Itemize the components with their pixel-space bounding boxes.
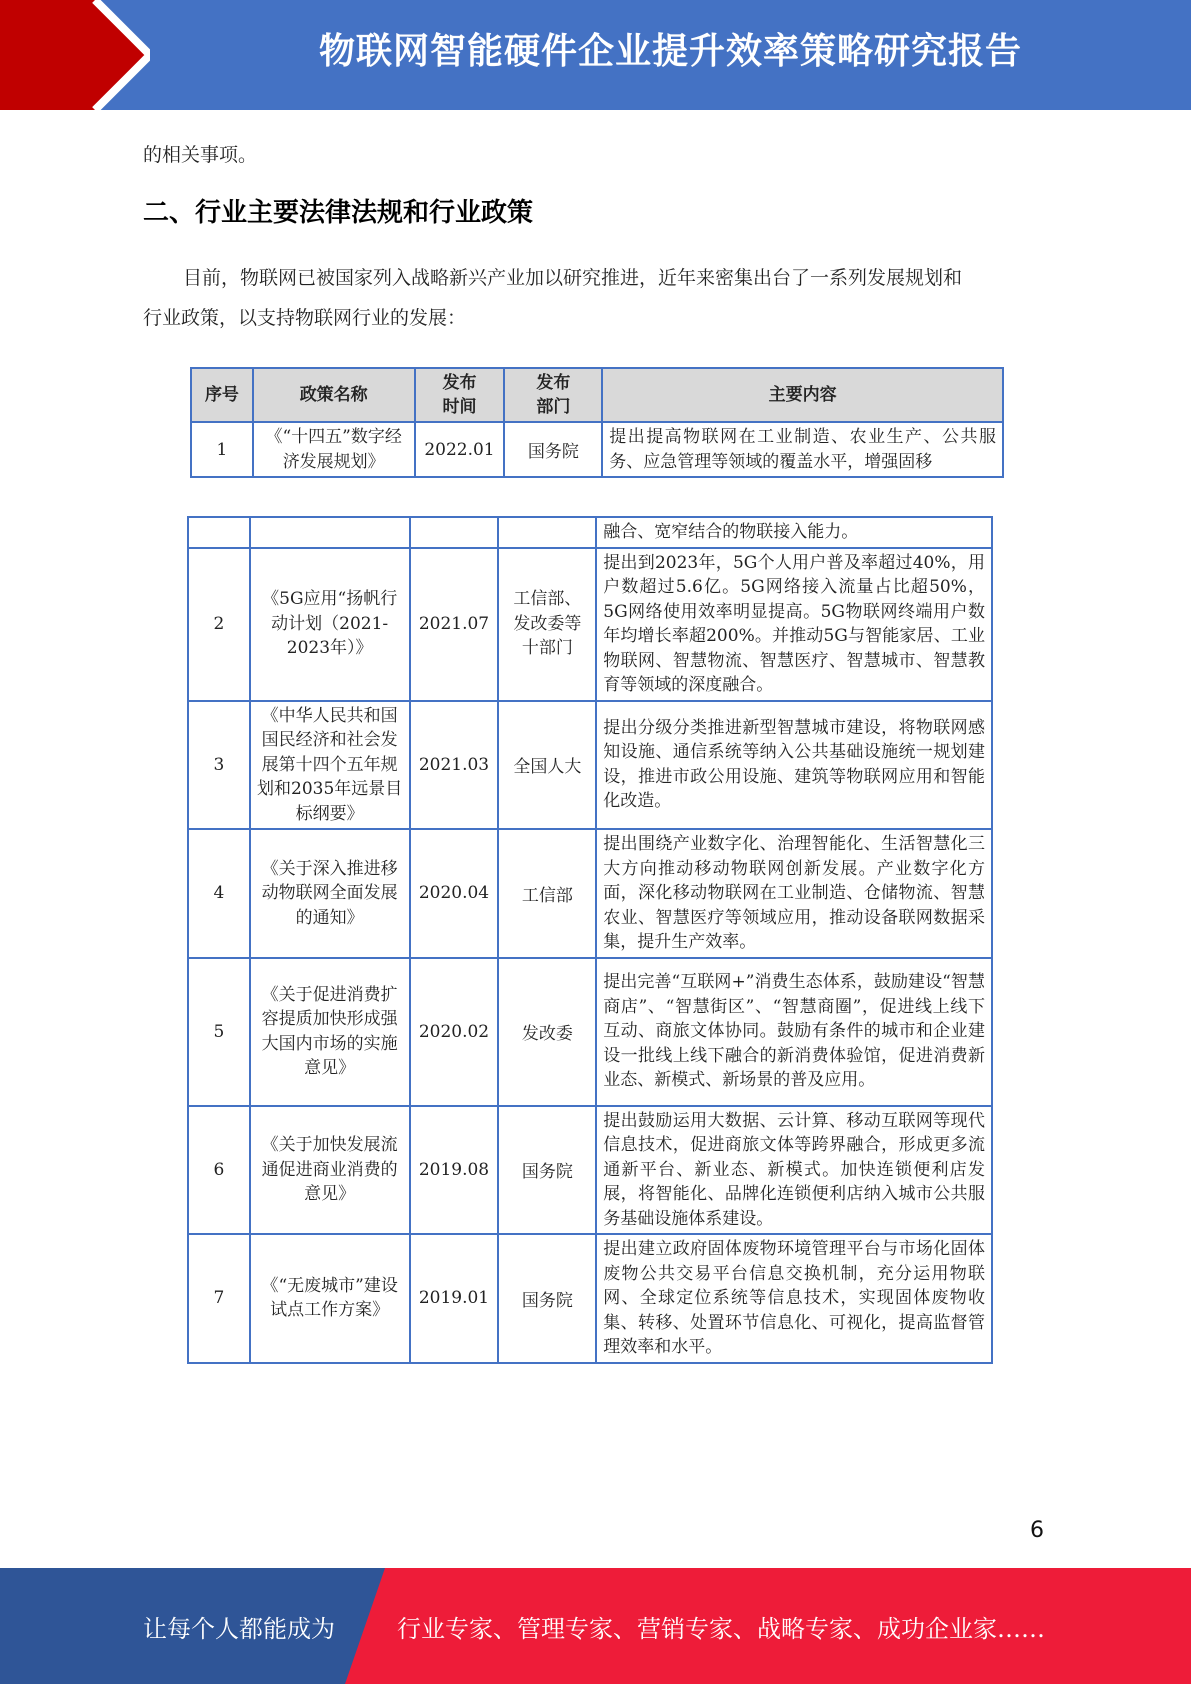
row-no: 6 [188,1106,250,1235]
row-no: 2 [188,548,250,701]
table-row [188,701,992,830]
row-name: 《关于促进消费扩容提质加快形成强大国内市场的实施意见》 [250,958,410,1106]
row-date: 2019.01 [410,1234,499,1363]
row-dept: 国务院 [498,1234,596,1363]
row-content: 提出建立政府固体废物环境管理平台与市场化固体废物公共交易平台信息交换机制，充分运用物联网、全球定位系统等信息技术，实现固体废物收集、转移、处置环节信息化、可视化，提高监督管理效率和水平。 [596,1234,992,1363]
row-name: 《5G应用“扬帆行动计划（2021-2023年）》 [250,548,410,701]
row-no: 4 [188,829,250,958]
header-name: 政策名称 [253,368,415,422]
page-header [0,0,1191,110]
row-dept: 国务院 [498,1106,596,1235]
row-content: 提出完善“互联网+”消费生态体系，鼓励建设“智慧商店”、“智慧街区”、“智慧商圈”，促进线上线下互动、商旅文体协同。鼓励有条件的城市和企业建设一批线上线下融合的新消费体验馆，促进消费新业态、新模式、新场景的普及应用。 [596,958,992,1106]
row-content: 提出分级分类推进新型智慧城市建设，将物联网感知设施、通信系统等纳入公共基础设施统一规划建设，推进市政公用设施、建筑等物联网应用和智能化改造。 [596,701,992,830]
page-footer [0,1568,1191,1684]
page-number: 6 [1030,1518,1044,1543]
intro-paragraph [143,258,1055,338]
header-no: 序号 [191,368,253,422]
row-no: 1 [191,422,253,477]
row-date: 2019.08 [410,1106,499,1235]
row-name: 《关于深入推进移动物联网全面发展的通知》 [250,829,410,958]
row-date: 2020.04 [410,829,499,958]
row-dept: 工信部 [498,829,596,958]
header-date: 发布 时间 [415,368,505,422]
row-no: 7 [188,1234,250,1363]
row-dept: 国务院 [504,422,602,477]
table-row [188,517,992,548]
row-date: 2022.01 [415,422,505,477]
row-dept: 工信部、发改委等十部门 [498,548,596,701]
footer-slogan-left: 让每个人都能成为 [143,1615,335,1643]
row-content: 提出鼓励运用大数据、云计算、移动互联网等现代信息技术，促进商旅文体等跨界融合，形成更多流通新平台、新业态、新模式。加快连锁便利店发展，将智能化、品牌化连锁便利店纳入城市公共服务基础设施体系建设。 [596,1106,992,1235]
header-red-chevron [0,0,150,110]
empty-cell [188,517,250,548]
intro-paragraph-line-2: 行业政策，以支持物联网行业的发展： [143,307,467,329]
row-content: 融合、宽窄结合的物联接入能力。 [596,517,992,548]
leading-line: 的相关事项。 [143,144,258,166]
table-row [191,422,1003,477]
table-row [188,1234,992,1363]
intro-paragraph-line-1: 目前，物联网已被国家列入战略新兴产业加以研究推进，近年来密集出台了一系列发展规划和 [183,267,963,289]
table-header-row [191,368,1003,422]
row-content: 提出提高物联网在工业制造、农业生产、公共服务、应急管理等领域的覆盖水平，增强固移 [602,422,1003,477]
table-row [188,548,992,701]
policy-table-part-1 [190,367,1004,478]
row-dept: 发改委 [498,958,596,1106]
policy-table-part-2 [187,516,993,1364]
row-date: 2020.02 [410,958,499,1106]
row-date: 2021.07 [410,548,499,701]
empty-cell [250,517,410,548]
table-row [188,958,992,1106]
header-dept: 发布 部门 [504,368,602,422]
empty-cell [498,517,596,548]
row-name: 《关于加快发展流通促进商业消费的意见》 [250,1106,410,1235]
header-content: 主要内容 [602,368,1003,422]
table-row [188,829,992,958]
row-content: 提出到2023年，5G个人用户普及率超过40%，用户数超过5.6亿。5G网络接入流量占比超50%，5G网络使用效率明显提高。5G物联网终端用户数年均增长率超200%。并推动5G与智能家居、工业物联网、智慧物流、智慧医疗、智慧城市、智慧教育等领域的深度融合。 [596,548,992,701]
row-name: 《中华人民共和国国民经济和社会发展第十四个五年规划和2035年远景目标纲要》 [250,701,410,830]
footer-slogan-right: 行业专家、管理专家、营销专家、战略专家、成功企业家…… [397,1615,1045,1643]
empty-cell [410,517,499,548]
row-dept: 全国人大 [498,701,596,830]
section-heading: 二、行业主要法律法规和行业政策 [143,198,534,228]
row-name: 《“十四五”数字经济发展规划》 [253,422,415,477]
report-title: 物联网智能硬件企业提升效率策略研究报告 [318,31,1022,72]
row-no: 3 [188,701,250,830]
row-date: 2021.03 [410,701,499,830]
row-name: 《“无废城市”建设试点工作方案》 [250,1234,410,1363]
row-no: 5 [188,958,250,1106]
table-row [188,1106,992,1235]
row-content: 提出围绕产业数字化、治理智能化、生活智慧化三大方向推动移动物联网创新发展。产业数字化方面，深化移动物联网在工业制造、仓储物流、智慧农业、智慧医疗等领域应用，推动设备联网数据采集，提升生产效率。 [596,829,992,958]
